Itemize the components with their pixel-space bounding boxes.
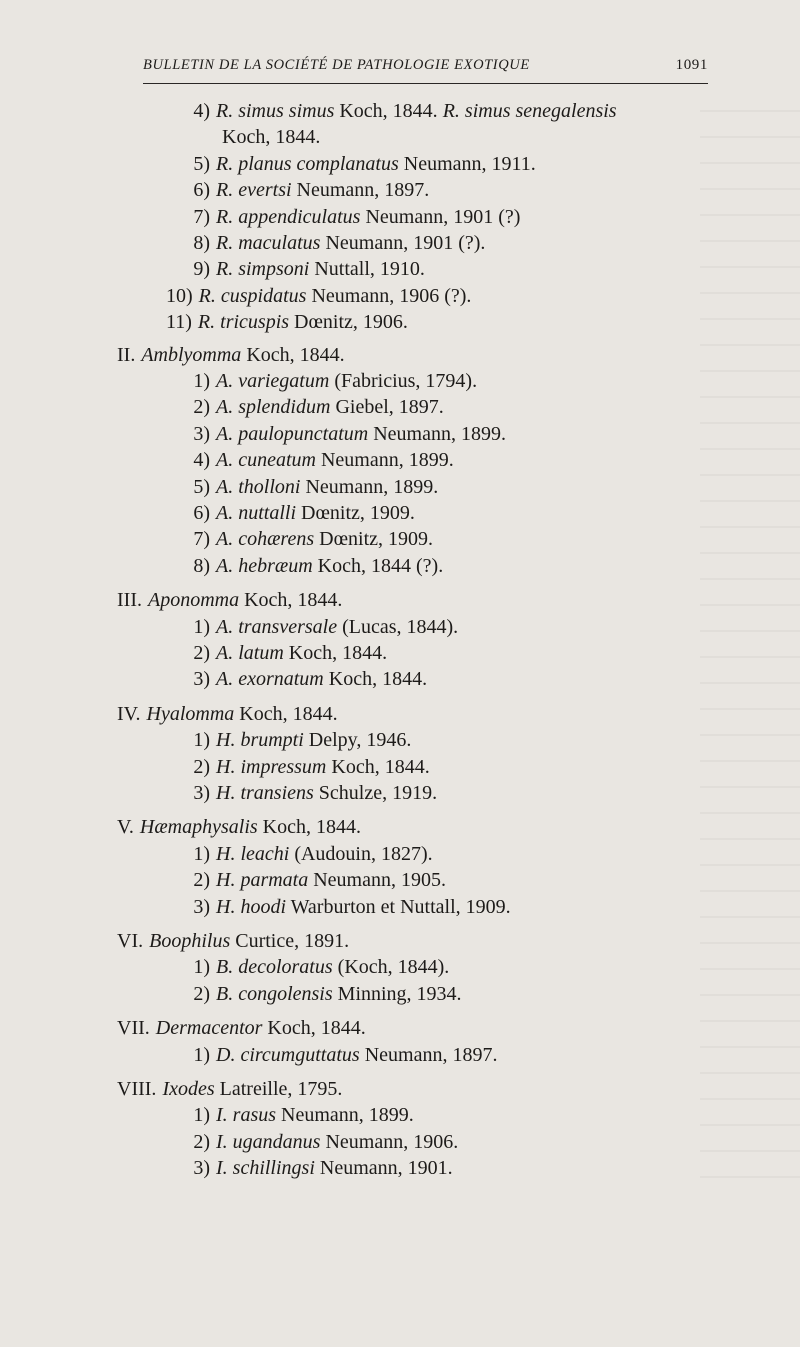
genus-authority: Latreille, 1795. [214,1078,343,1100]
species-authority: Nuttall, 1910. [309,258,425,281]
species-authority: Koch, 1844. [326,755,430,778]
species-name: A. cohærens [216,528,315,551]
genus-name: Dermacentor [155,1017,263,1040]
species-line [186,421,506,447]
species-number: 7) [193,528,210,551]
species-number: 3) [193,1157,210,1180]
species-authority: Neumann, 1897. [291,179,430,202]
species-authority: Dœnitz, 1909. [314,528,434,551]
bleed-through-shadow [700,110,800,1190]
species-authority: Koch, 1844 (?). [312,554,444,577]
species-number: 1) [193,615,210,638]
species-line [186,230,485,256]
species-number: 8) [193,232,210,254]
species-number: 5) [193,152,210,175]
species-name: R. evertsi [216,179,292,202]
species-number: 1) [193,1043,210,1066]
species-name: R. maculatus [216,232,321,254]
species-name: H. transiens [216,782,314,804]
species-name: D. circumguttatus [216,1043,360,1066]
species-line [186,1129,458,1155]
species-authority: Neumann, 1906. [320,1130,459,1153]
species-authority: (Audouin, 1827). [289,842,433,865]
species-line [186,727,411,753]
species-name: A. tholloni [216,475,301,498]
species-authority: (Koch, 1844). [332,956,450,979]
header-rule [143,83,708,84]
species-authority: (Fabricius, 1794). [329,370,478,392]
species-line [186,256,425,282]
species-number: 4) [193,449,210,472]
species-name: A. hebræum [216,554,313,577]
species-authority: Neumann, 1899. [276,1104,414,1127]
species-number: 5) [193,475,210,498]
species-name: R. planus complanatus [216,152,399,175]
species-number: 8) [193,554,210,577]
species-name: I. rasus [216,1104,277,1127]
genus-name: Amblyomma [141,343,242,366]
species-number: 6) [193,179,210,202]
species-number: 3) [193,895,210,918]
species-line [186,894,511,920]
species-line [186,841,433,867]
genus-numeral: VI. [117,930,144,952]
genus-heading [117,1076,342,1102]
species-name: A. exornatum [216,668,324,691]
species-number: 3) [193,782,210,804]
species-name: A. cuneatum [216,449,316,472]
species-authority: Dœnitz, 1906. [289,311,408,334]
genus-heading [117,587,342,613]
species-authority: Dœnitz, 1909. [296,502,415,524]
species-authority: Delpy, 1946. [303,729,412,752]
species-number: 1) [193,956,210,979]
genus-authority: Koch, 1844. [234,702,338,725]
species-name: R. simus simus [216,100,335,122]
species-name: R. appendiculatus [216,205,361,228]
species-authority: Neumann, 1899. [368,422,506,445]
species-name: R. simus senegalensis [442,100,617,122]
genus-heading [117,928,349,954]
genus-name: Hæmaphysalis [139,816,258,839]
species-line [222,124,320,150]
species-name: A. latum [216,642,284,664]
species-name: I. ugandanus [216,1130,321,1153]
species-line [186,394,444,420]
running-header [143,55,708,79]
species-line [186,754,430,780]
species-authority: Minning, 1934. [332,982,462,1005]
species-line [186,981,462,1007]
species-number: 2) [193,642,210,664]
species-authority: Koch, 1844. [323,668,428,691]
species-line [186,1102,414,1128]
species-authority: Giebel, 1897. [330,396,444,419]
species-line [186,474,438,500]
species-name: H. leachi [216,842,290,865]
species-line [186,614,458,640]
genus-name: Ixodes [162,1078,215,1100]
species-authority: Neumann, 1905. [308,869,446,892]
species-line [186,368,477,394]
genus-heading [117,814,361,840]
species-name: A. transversale [216,615,338,638]
species-authority: Koch, 1844. [283,642,388,664]
species-number: 1) [193,1104,210,1127]
genus-numeral: V. [117,816,134,839]
species-line [186,1155,453,1181]
species-name: R. simpsoni [216,258,310,281]
species-line [186,954,449,980]
species-name: A. nuttalli [216,502,296,524]
species-name: H. impressum [216,755,327,778]
species-authority: Neumann, 1911. [398,152,536,175]
species-authority: Neumann, 1901 (?). [320,232,486,254]
species-line [186,640,387,666]
species-name: A. splendidum [216,396,331,419]
species-number: 10) [166,284,193,307]
species-number: 1) [193,729,210,752]
species-number: 2) [193,869,210,892]
species-line [186,666,427,692]
species-authority: Neumann, 1901 (?) [360,205,521,228]
species-number: 2) [193,1130,210,1153]
species-name: I. schillingsi [216,1157,315,1180]
species-name: B. decoloratus [216,956,333,979]
genus-authority: Koch, 1844. [257,816,361,839]
genus-numeral: VIII. [117,1078,157,1100]
species-authority: Neumann, 1899. [315,449,454,472]
species-number: 9) [193,258,210,281]
species-authority: Koch, 1844. [334,100,443,122]
species-number: 1) [193,842,210,865]
genus-numeral: II. [117,343,136,366]
species-number: 4) [193,100,210,122]
species-line [186,780,437,806]
species-name: B. congolensis [216,982,333,1005]
species-number: 2) [193,396,210,419]
species-authority: Schulze, 1919. [313,782,438,804]
genus-numeral: IV. [117,702,141,725]
genus-numeral: III. [117,589,142,612]
species-number: 11) [166,311,192,334]
species-number: 7) [193,205,210,228]
species-line [186,204,520,230]
species-number: 6) [193,502,210,524]
species-name: H. hoodi [216,895,286,918]
species-name: R. cuspidatus [198,284,307,307]
species-name: A. variegatum [216,370,330,392]
page-number: 1091 [675,57,708,73]
species-line [186,526,433,552]
journal-title: BULLETIN DE LA SOCIÉTÉ DE PATHOLOGIE EXOTIQUE [143,57,530,73]
species-name: A. paulopunctatum [216,422,369,445]
species-name: H. parmata [216,869,309,892]
species-line [186,177,429,203]
species-line [166,309,408,335]
species-line [186,553,443,579]
species-name: H. brumpti [216,729,304,752]
genus-authority: Koch, 1844. [262,1017,366,1040]
species-number: 3) [193,668,210,691]
genus-numeral: VII. [117,1017,150,1040]
species-line [186,98,617,124]
genus-name: Aponomma [147,589,240,612]
genus-heading [117,1015,366,1041]
species-line [186,867,446,893]
species-line [186,500,415,526]
genus-heading [117,701,338,727]
species-authority: Neumann, 1897. [359,1043,498,1066]
genus-heading [117,342,345,368]
species-authority: Warburton et Nuttall, 1909. [286,895,511,918]
species-authority: (Lucas, 1844). [337,615,459,638]
genus-name: Hyalomma [146,702,235,725]
species-number: 3) [193,422,210,445]
species-line [186,447,454,473]
species-authority: Neumann, 1906 (?). [306,284,472,307]
species-name: R. tricuspis [197,311,290,334]
species-number: 2) [193,755,210,778]
species-line [186,151,536,177]
species-number: 1) [193,370,210,392]
species-authority: Neumann, 1899. [300,475,439,498]
genus-authority: Koch, 1844. [239,589,343,612]
species-line [186,1042,497,1068]
species-line [166,283,471,309]
species-authority: Neumann, 1901. [314,1157,453,1180]
genus-authority: Curtice, 1891. [230,930,350,952]
species-authority: Koch, 1844. [222,126,321,149]
species-number: 2) [193,982,210,1005]
genus-name: Boophilus [149,930,231,952]
genus-authority: Koch, 1844. [241,343,345,366]
